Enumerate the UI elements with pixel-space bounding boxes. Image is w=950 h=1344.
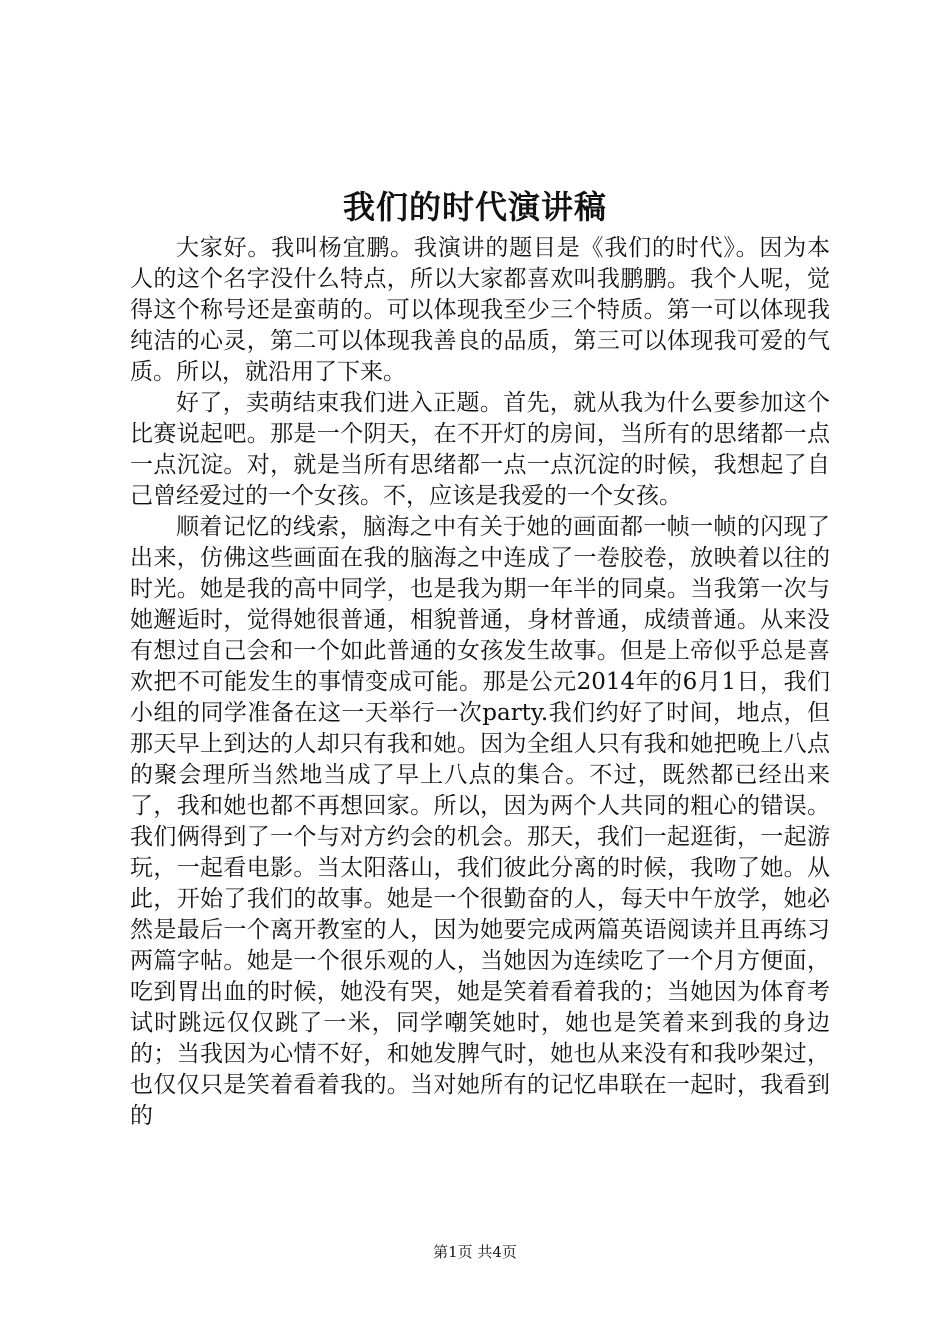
paragraph: 好了，卖萌结束我们进入正题。首先，就从我为什么要参加这个比赛说起吧。那是一个阴天，在不开灯的房间，当所有的思绪都一点一点沉淀。对，就是当所有思绪都一点一点沉淀的时候，我想起了自己曾经爱过的一个女孩。不，应该是我爱的一个女孩。 <box>130 390 830 509</box>
page-footer: 第1页 共4页 <box>433 1243 517 1261</box>
paragraph: 大家好。我叫杨宜鹏。我演讲的题目是《我们的时代》。因为本人的这个名字没什么特点，所以大家都喜欢叫我鹏鹏。我个人呢，觉得这个称号还是蛮萌的。可以体现我至少三个特质。第一可以体现我纯洁的心灵，第二可以体现我善良的品质，第三可以体现我可爱的气质。所以，就沿用了下来。 <box>130 235 830 385</box>
document-body <box>130 233 830 1132</box>
document-title: 我们的时代演讲稿 <box>342 188 607 226</box>
paragraph: 顺着记忆的线索，脑海之中有关于她的画面都一帧一帧的闪现了出来，仿佛这些画面在我的脑海之中连成了一卷胶卷，放映着以往的时光。她是我的高中同学，也是我为期一年半的同桌。当我第一次与她邂逅时，觉得她很普通，相貌普通，身材普通，成绩普通。从来没有想过自己会和一个如此普通的女孩发生故事。但是上帝似乎总是喜欢把不可能发生的事情变成可能。那是公元2014年的6月1日，我们小组的同学准备在这一天举行一次party.我们约好了时间，地点，但那天早上到达的人却只有我和她。因为全组人只有我和她把晚上八点的聚会理所当然地当成了早上八点的集合。不过，既然都已经出来了，我和她也都不再想回家。所以，因为两个人共同的粗心的错误。我们俩得到了一个与对方约会的机会。那天，我们一起逛街，一起游玩，一起看电影。当太阳落山，我们彼此分离的时候，我吻了她。从此，开始了我们的故事。她是一个很勤奋的人，每天中午放学，她必然是最后一个离开教室的人，因为她要完成两篇英语阅读并且再练习两篇字帖。她是一个很乐观的人，当她因为连续吃了一个月方便面，吃到胃出血的时候，她没有哭，她是笑着看着我的；当她因为体育考试时跳远仅仅跳了一米，同学嘲笑她时，她也是笑着来到我的身边的；当我因为心情不好，和她发脾气时，她也从来没有和我吵架过，也仅仅只是笑着看着我的。当对她所有的记忆串联在一起时，我看到的 <box>130 514 830 1129</box>
